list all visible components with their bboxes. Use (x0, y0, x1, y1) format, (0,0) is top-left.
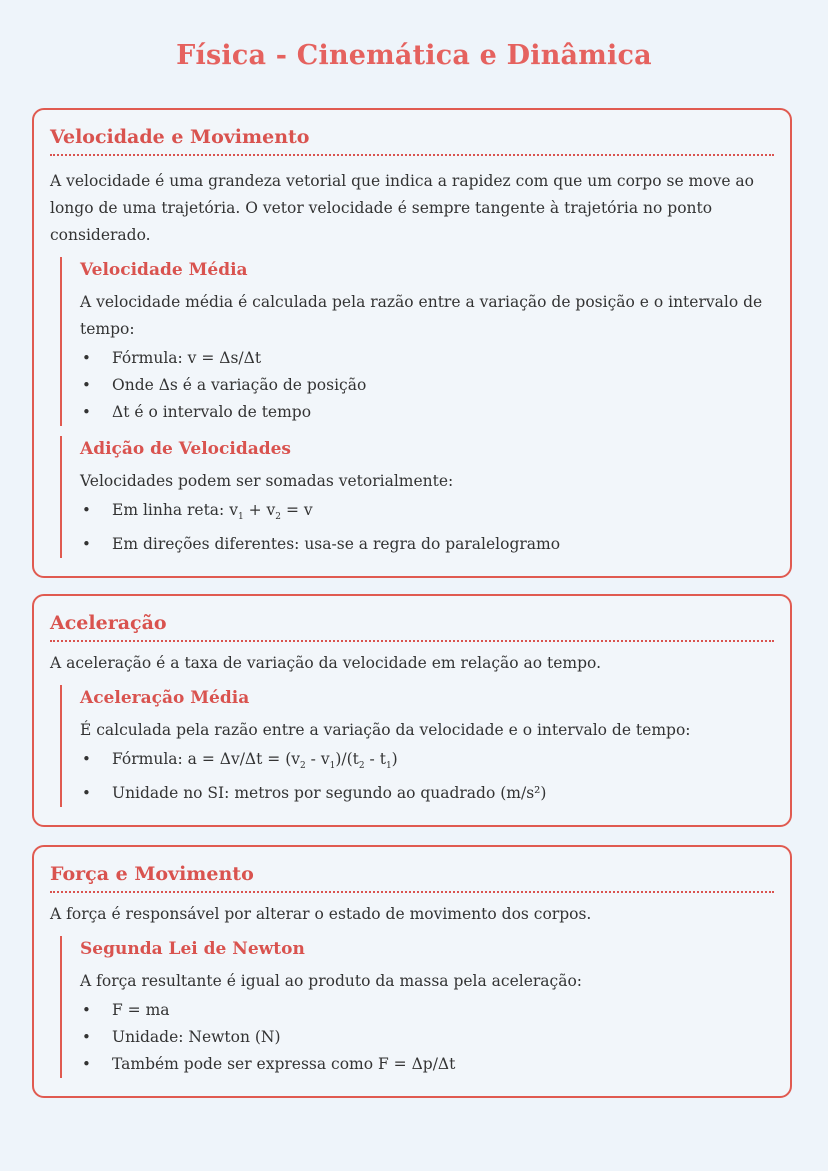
subsection-segunda-lei-newton (60, 936, 774, 1078)
bullet-icon: • (82, 1001, 91, 1019)
list-item: • Também pode ser expressa como F = Δp/Δt (80, 1051, 774, 1078)
bullet-icon: • (82, 403, 91, 421)
section-heading: Velocidade e Movimento (50, 126, 774, 156)
subsection-text: A velocidade média é calculada pela razão entre a variação de posição e o intervalo de tempo: (80, 293, 763, 338)
bullet-icon: • (82, 535, 91, 554)
subsection-heading: Velocidade Média (80, 260, 248, 280)
subsection-heading: Segunda Lei de Newton (80, 939, 305, 959)
subsection-text: Velocidades podem ser somadas vetorialmente: (80, 472, 454, 490)
bullet-icon: • (82, 784, 91, 803)
bullet-icon: • (82, 1055, 91, 1073)
list-item: • Unidade: Newton (N) (80, 1024, 774, 1051)
bullet-list (80, 997, 774, 1078)
section-card-forca (32, 845, 792, 1098)
bullet-icon: • (82, 349, 91, 367)
list-item: • Δt é o intervalo de tempo (80, 399, 774, 426)
list-item: • Fórmula: $a = \Delta v/\Delta t = (v_2 - v_1)/(t_2 - t_1)$ (80, 746, 774, 780)
section-heading: Força e Movimento (50, 863, 774, 893)
bullet-icon: • (82, 376, 91, 394)
section-card-aceleracao (32, 594, 792, 827)
bullet-icon: • (82, 750, 91, 768)
section-heading: Aceleração (50, 612, 774, 642)
subsection-adicao-velocidades (60, 436, 774, 558)
list-item: • Em linha reta: $v_1 + v_2 = v$ (80, 497, 774, 531)
page-title: Física - Cinemática e Dinâmica (176, 40, 652, 71)
subsection-text: A força resultante é igual ao produto da massa pela aceleração: (80, 972, 583, 990)
subsection-aceleracao-media (60, 685, 774, 807)
list-item: • Em direções diferentes: usa-se a regra do paralelogramo (80, 531, 774, 558)
list-item: • F = ma (80, 997, 774, 1024)
bullet-icon: • (82, 501, 91, 519)
section-intro: A aceleração é a taxa de variação da velocidade em relação ao tempo. (50, 654, 602, 672)
section-card-velocidade (32, 108, 792, 578)
subsection-velocidade-media (60, 257, 774, 426)
subsection-heading: Adição de Velocidades (80, 439, 292, 459)
bullet-list (80, 746, 774, 807)
list-item: • Unidade no SI: metros por segundo ao quadrado (m/s²) (80, 780, 774, 807)
section-intro: A velocidade é uma grandeza vetorial que indica a rapidez com que um corpo se move ao longo de uma trajetória. O vetor velocidade é sempre tangente à trajetória no ponto considerado. (50, 172, 755, 244)
subsection-text: É calculada pela razão entre a variação da velocidade e o intervalo de tempo: (80, 721, 691, 739)
bullet-icon: • (82, 1028, 91, 1046)
list-item: • Onde Δs é a variação de posição (80, 372, 774, 399)
bullet-list (80, 497, 774, 558)
section-intro: A força é responsável por alterar o estado de movimento dos corpos. (50, 905, 592, 923)
bullet-list (80, 345, 774, 426)
list-item: • Fórmula: v = Δs/Δt (80, 345, 774, 372)
subsection-heading: Aceleração Média (80, 688, 250, 708)
